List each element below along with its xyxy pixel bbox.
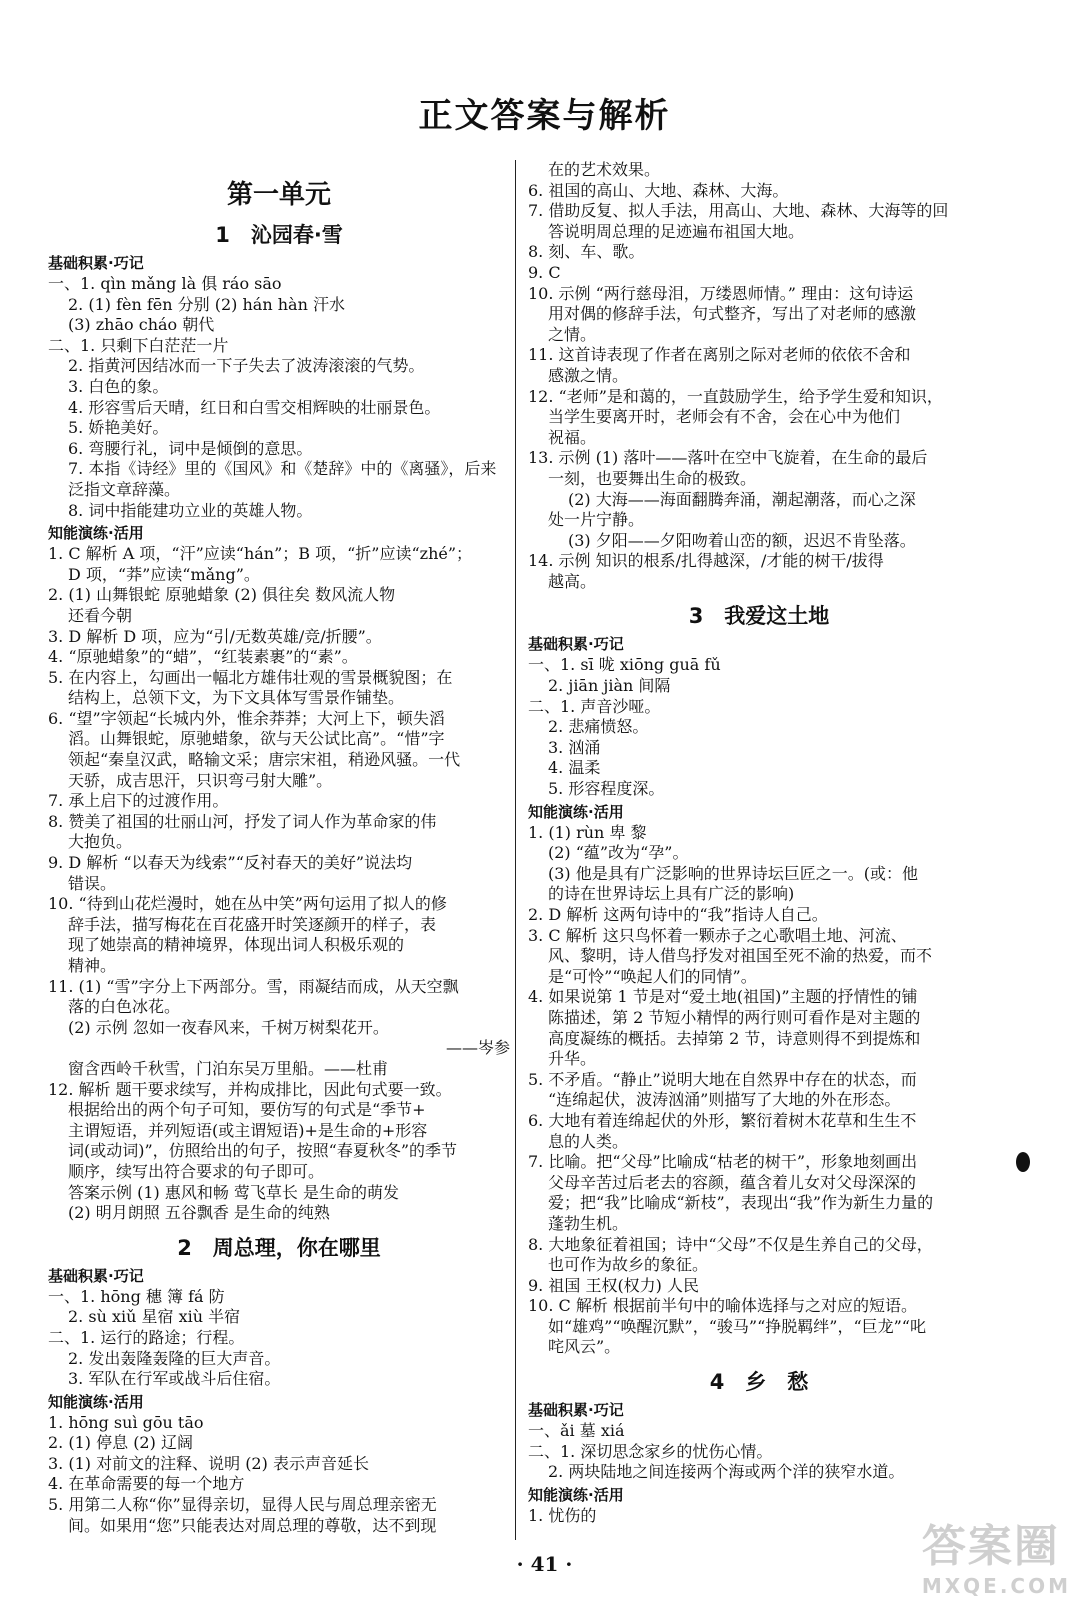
answer-line: 领起“秦皇汉武，略输文采；唐宗宋祖，稍逊风骚。一代 [68,750,461,770]
lesson-title: 3 我爱这土地 [688,604,830,629]
answer-line: 二、1. 深切思念家乡的忧伤心情。 [528,1441,773,1461]
answer-line: 现了她崇高的精神境界，体现出词人积极乐观的 [68,935,405,955]
answer-line: 用对偶的修辞手法，句式整齐，写出了对老师的感激 [548,304,917,324]
answer-line: 10. 示例 “两行慈母泪，万缕恩师情。” 理由：这句诗运 [528,283,914,303]
answer-line: 父母辛苦过后老去的容颜，蕴含着儿女对父母深深的 [548,1172,917,1192]
answer-line: 1. (1) rùn 卑 黎 [528,822,647,842]
answer-line: 之情。 [548,324,597,344]
section-heading: 基础积累·巧记 [528,1401,624,1420]
answer-line: 5. 形容程度深。 [548,779,665,799]
section-heading: 知能演练·活用 [48,524,144,543]
answer-line: 结构上，总领下文，为下文具体写雪景作铺垫。 [68,688,405,708]
answer-line: 息的人类。 [548,1131,629,1151]
answer-line: 3. 军队在行军或战斗后住宿。 [68,1369,281,1389]
answer-line: 2. (1) fèn fēn 分别 (2) hán hàn 汗水 [68,294,345,314]
answer-line: 5. 在内容上，勾画出一幅北方雄伟壮观的雪景概貌图；在 [48,667,453,687]
answer-line: 7. 承上启下的过渡作用。 [48,791,229,811]
answer-line: 泛指文章辞藻。 [68,479,181,499]
answer-line: 当学生要离开时，老师会有不舍，会在心中为他们 [548,407,901,427]
answer-line: 根据给出的两个句子可知，要仿写的句式是“季节+ [68,1100,426,1120]
answer-line: 落的白色冰花。 [68,997,181,1017]
answer-line: 6. “望”字领起“长城内外，惟余莽莽；大河上下，顿失滔 [48,708,445,728]
answer-line: (3) 夕阳——夕阳吻着山峦的额，迟迟不肯坠落。 [568,530,916,550]
answer-line: 8. 赞美了祖国的壮丽山河，抒发了词人作为革命家的伟 [48,811,437,831]
answer-line: 2. sù xiǔ 星宿 xiù 半宿 [68,1307,241,1327]
answer-line: 一刻，也要舞出生命的极致。 [548,468,757,488]
answer-line: 3. (1) 对前文的注释、说明 (2) 表示声音延长 [48,1453,369,1473]
answer-line: 升华。 [548,1049,597,1069]
answer-line: 12. 解析 题干要求续写，并构成排比，因此句式要一致。 [48,1079,452,1099]
watermark-logo-text: 答案圈 [921,1521,1060,1572]
lesson-title: 1 沁园春·雪 [215,223,343,247]
answer-line: 4. 形容雪后天晴，红日和白雪交相辉映的壮丽景色。 [68,397,441,417]
answer-line: 5. 娇艳美好。 [68,418,169,438]
answer-line: 1. 忧伤的 [528,1505,597,1525]
answer-line: 答案示例 (1) 惠风和畅 莺飞草长 是生命的萌发 [68,1182,400,1202]
section-heading: 基础积累·巧记 [48,254,144,272]
right-column [528,160,990,1560]
watermark [922,1510,1071,1598]
answer-line: 6. 祖国的高山、大地、森林、大海。 [528,180,789,200]
answer-line: 5. 不矛盾。“静止”说明大地在自然界中存在的状态，而 [528,1069,917,1089]
answer-line: 间。如果用“您”只能表达对周总理的尊敬，达不到现 [68,1515,437,1535]
column-divider [515,160,516,1540]
answer-line: 10. C 解析 根据前半句中的喻体选择与之对应的短语。 [528,1296,917,1316]
answer-line: 10. “待到山花烂漫时，她在丛中笑”两句运用了拟人的修 [48,894,447,914]
answer-line: (3) 他是具有广泛影响的世界诗坛巨匠之一。(或：他 [548,863,918,883]
lesson-title: 4 乡 愁 [709,1370,809,1395]
left-column [48,160,510,1560]
watermark-url: MXQE.COM [921,1574,1071,1598]
answer-line: 如“雄鸡”“唤醒沉默”，“骏马”“挣脱羁绊”，“巨龙”“叱 [548,1316,926,1336]
page-number: · 41 · [516,1552,573,1576]
answer-line: (2) 示例 忽如一夜春风来，千树万树梨花开。 [68,1017,389,1037]
answer-line: 4. 如果说第 1 节是对“爱土地(祖国)”主题的抒情性的铺 [528,987,918,1007]
answer-line: 大抱负。 [68,832,133,852]
answer-line: D 项，“莽”应读“mǎng”。 [68,564,260,584]
answer-line: 爱；把“我”比喻成“新枝”，表现出“我”作为新生力量的 [548,1193,934,1213]
answer-line: 2. 发出轰隆轰隆的巨大声音。 [68,1348,281,1368]
answer-line: 13. 示例 (1) 落叶——落叶在空中飞旋着，在生命的最后 [528,448,928,468]
answer-line: 窗含西岭千秋雪，门泊东吴万里船。——杜甫 [68,1058,389,1078]
answer-line: 蓬勃生机。 [548,1213,629,1233]
answer-line: 11. 这首诗表现了作者在离别之际对老师的依依不舍和 [528,345,911,365]
answer-line: 4. “原驰蜡象”的“蜡”，“红装素裹”的“素”。 [48,647,358,667]
answer-line: 处一片宁静。 [548,510,645,530]
answer-line: 风、黎明，诗人借鸟抒发对祖国至死不渝的热爱，而不 [548,946,933,966]
answer-line: 3. D 解析 D 项，应为“引/无数英雄/竞/折腰”。 [48,626,382,646]
answer-line: 越高。 [548,571,597,591]
answer-line: 14. 示例 知识的根系/扎得越深，/才能的树干/拔得 [528,551,884,571]
answer-line: (2) 大海——海面翻腾奔涌，潮起潮落，而心之深 [568,489,916,509]
answer-line: 辞手法，描写梅花在百花盛开时笑逐颜开的样子，表 [68,914,437,934]
section-heading: 知能演练·活用 [528,802,624,821]
answer-line: 咤风云”。 [548,1337,621,1357]
answer-line: 2. 指黄河因结冰而一下子失去了波涛滚滚的气势。 [68,356,425,376]
answer-line: 9. C [528,262,561,282]
answer-line: 8. 大地象征着祖国；诗中“父母”不仅是生养自己的父母， [528,1234,933,1254]
answer-line: 二、1. 声音沙哑。 [528,696,661,716]
answer-line: 9. D 解析 “以春天为线索”“反衬春天的美好”说法均 [48,853,413,873]
answer-line: 顺序，续写出符合要求的句子即可。 [68,1161,325,1181]
answer-line: 陈描述，第 2 节短小精悍的两行则可看作是对主题的 [548,1007,921,1027]
section-heading: 知能演练·活用 [528,1485,624,1504]
answer-line: 11. (1) “雪”字分上下两部分。雪，雨凝结而成，从天空飘 [48,976,459,996]
answer-line: 3. 白色的象。 [68,376,169,396]
answer-line: 滔。山舞银蛇，原驰蜡象，欲与天公试比高”。“惜”字 [68,729,445,749]
answer-line: 7. 本指《诗经》里的《国风》和《楚辞》中的《离骚》，后来 [68,459,497,479]
answer-line: 4. 在革命需要的每一个地方 [48,1474,245,1494]
answer-line: 答说明周总理的足迹遍布祖国大地。 [548,221,805,241]
answer-line: “连绵起伏，波涛汹涌”则描写了大地的外在形态。 [548,1090,901,1110]
answer-line: 错误。 [68,873,117,893]
answer-line: 精神。 [68,956,117,975]
answer-line: 9. 祖国 王权(权力) 人民 [528,1275,700,1295]
answer-line: 3. 汹涌 [548,737,601,757]
answer-line: 主谓短语，并列短语(或主谓短语)+是生命的+形容 [68,1120,428,1140]
answer-line: 是“可怜”“唤起人们的同情”。 [548,966,757,986]
answer-line: 二、1. 只剩下白茫茫一片 [48,335,229,355]
answer-line: 2. (1) 山舞银蛇 原驰蜡象 (2) 俱往矣 数风流人物 [48,585,396,605]
answer-line: 一、1. qìn mǎng là 俱 ráo sāo [48,274,282,293]
answer-line: 6. 大地有着连绵起伏的外形，繁衍着树木花草和生生不 [528,1110,917,1130]
answer-line: 3. C 解析 这只鸟怀着一颗赤子之心歌唱土地、河流、 [528,925,907,945]
section-heading: 知能演练·活用 [48,1392,144,1411]
answer-line: (2) “蕴”改为“孕”。 [548,843,689,863]
answer-line: 2. (1) 停息 (2) 辽阔 [48,1433,193,1453]
answer-line: (2) 明月朗照 五谷飘香 是生命的纯熟 [68,1203,330,1223]
answer-line: 8. 刻、车、歌。 [528,242,645,262]
answer-line: 4. 温柔 [548,758,601,778]
answer-line: 2. 悲痛愤怒。 [548,717,649,737]
answer-line: 词(或动词)”，仿照给出的句子，按照“春夏秋冬”的季节 [68,1141,458,1161]
answer-line: 祝福。 [548,427,597,447]
answer-line: 还看今朝 [68,605,133,625]
answer-line: 2. 两块陆地之间连接两个海或两个洋的狭窄水道。 [548,1462,905,1482]
answer-line: 在的艺术效果。 [548,160,661,179]
page-title: 正文答案与解析 [418,96,671,136]
unit-title: 第一单元 [226,180,331,210]
answer-line: 高度凝练的概括。去掉第 2 节，诗意则得不到提炼和 [548,1028,921,1048]
answer-line: ——岑参 [445,1038,510,1058]
lesson-title: 2 周总理，你在哪里 [177,1235,381,1260]
answer-line: 的诗在世界诗坛上具有广泛的影响) [548,884,795,904]
ink-mark [1016,1152,1030,1172]
answer-line: 7. 比喻。把“父母”比喻成“枯老的树干”，形象地刻画出 [528,1152,918,1172]
answer-line: 感激之情。 [548,365,629,385]
section-heading: 基础积累·巧记 [528,635,624,654]
answer-line: 二、1. 运行的路途；行程。 [48,1327,245,1347]
answer-line: 12. “老师”是和蔼的，一直鼓励学生，给予学生爱和知识， [528,386,943,406]
answer-line: 1. hōng suì gōu tāo [48,1412,204,1432]
answer-line: 2. jiān jiàn 间隔 [548,676,671,696]
answer-line: 一、1. hōng 穗 簿 fá 防 [48,1286,225,1306]
answer-line: 5. 用第二人称“你”显得亲切，显得人民与周总理亲密无 [48,1495,437,1515]
answer-line: 一、1. sī 咙 xiōng guā fǔ [528,655,721,675]
answer-line: 也可作为故乡的象征。 [548,1255,709,1275]
answer-line: (3) zhāo cháo 朝代 [68,315,215,335]
answer-line: 天骄，成吉思汗，只识弯弓射大雕”。 [68,770,333,790]
section-heading: 基础积累·巧记 [48,1266,144,1285]
answer-line: 一、ǎi 墓 xiá [528,1421,625,1441]
answer-line: 1. C 解析 A 项，“汗”应读“hán”；B 项，“折”应读“zhé”； [48,544,473,564]
answer-line: 6. 弯腰行礼，词中是倾倒的意思。 [68,438,313,458]
answer-line: 7. 借助反复、拟人手法，用高山、大地、森林、大海等的回 [528,201,949,221]
answer-line: 2. D 解析 这两句诗中的“我”指诗人自己。 [528,905,828,924]
answer-line: 8. 词中指能建功立业的英雄人物。 [68,500,313,520]
